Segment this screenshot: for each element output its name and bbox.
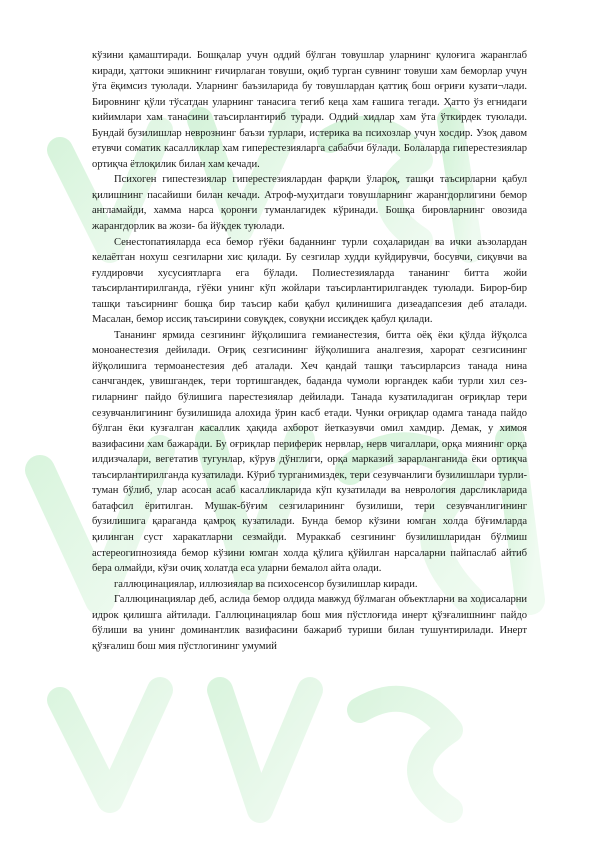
paragraph-3: Сенестопатияларда еса бемор гўёки баданнинг турли соҳаларидан ва ички аъзолардан келаётган нохуш сезгиларни хис қилади. Бу сезгилар худди куйдирувчи, босувчи, сиқувчи ва ғулдировчи хусусиятларга ега бўлади. Полиестезияларда тананинг битта жойи таъсирлантирилганда, гўёки унинг кўп жойлари таъсирлантирилгандек туюлади. Бирор-бир ташқи таъсирнинг бошқа бир таъсир каби қабул қилинишига дизеадапсезия деб аталади. Масалан, бемор иссиқ таъсирини совуқдек, совуқни иссиқдек қабул қилади.	[92, 236, 527, 326]
paragraph-2: Психоген гипестезиялар гиперестезиялардан фарқли ўлароқ, ташқи таъсирларни қабул қилишнинг пасайиши билан кечади. Атроф-муҳитдаги товушларнинг жарангдорлигини бемор англамайди, хамма нарса қоронғи туманлагидек кўринади. Бошқа бировларнинг овозида жарангдорлик ва жози- ба йўқдек туюлади.	[92, 174, 527, 233]
paragraph-6: Галлюцинациялар деб, аслида бемор олдида мавжуд бўлмаган объектларни ва ходисаларни идрок қилишга айтилади. Галлюцинациялар бош мия пўстлоғида инерт қўзғалишнинг пайдо бўлиши ва унинг доминантлик вазифасини бажариб туриши билан тушунтирилади. Инерт қўзғалиш бош мия пўстлогининг умумий	[92, 594, 527, 652]
paragraph-4: Тананинг ярмида сезгининг йўқолишига гемианестезия, битта оёқ ёки қўлда йўқолса моноанестезия дейилади. Оғриқ сезгисининг йўқолишига аналгезия, харорат сезгисининг йўқолишига термоанестезия деб аталади. Хеч қандай ташқи таъсирларсиз танада нина санчгандек, увишгандек, тери тортишгандек, баданда чумоли юргандек каби турли хил сез- гиларнинг пайдо бўлишига парестезиялар дейилади. Танада кузатиладиган оғриқлар тери сезувчанлигининг бузилишида алохида ўрин касб етади. Чунки оғриқлар одамга танада пайдо бўлган ёки кузғалган касаллик ҳақида ахборот йеткаэувчи омил хамдир. Демак, у химоя вазифасини хам бажаради. Бу оғриқлар периферик нервлар, нерв чигаллари, орқа миянинг орқа илдизчалари, вегетатив тугунлар, кўрув дўнглиги, орқа марказий зарарланганида ёки ортиқча таъсирлантирилганда кузатилади. Кўриб турганимиздек, тери сезувчанлиги бузилишлари турли-туман бўлиб, улар асосан асаб касалликларида кўп кузатилади ва неврология дарсликларида батафсил ёритилган. Мушак-бўғим сезгиларининг бузилиши, тери сезувчанлигининг бузилишига қараганда қамроқ кузатилади. Бунда бемор кўзини юмган холда бўғимларда қилинган суст харакатларни сезмайди. Мураккаб сезгининг бузилишларидан бўлмиш астереогипнозияда бемор кўзини юмган холда қўлига қўйилган нарсаларни пайпаслаб айтиб бера олмайди, кўзи очиқ холатда еса уларни бемалол айта олади.	[92, 329, 527, 575]
document-page	[92, 48, 527, 654]
watermark-logo-bottom	[60, 690, 450, 810]
paragraph-1: кўзини қамаштиради. Бошқалар учун оддий бўлган товушлар уларнинг қулоғига жаранглаб киради, ҳаттоки эшикнинг ғичирлаган товуши, оқиб турган сувнинг товуши хам беморлар учун ўта ёқимсиз туюлади. Уларнинг баъзиларида бу товушлардан қаттиқ бош оғриғи кузати¬лади. Бировнинг қўли тўсатдан уларнинг танасига тегиб кеца хам ғашига тегади. Ҳатто ўз егнидаги кийимлари хам танасини таъсирлантириб туради. Оддий хидлар хам ўта ўткирдек туюлади. Бундай бузилишлар неврознинг баъзи турлари, истерика ва психозлар учун хосдир. Узоқ давом етувчи соматик касалликлар хам гиперестезияларга сабабчи бўлади. Болаларда гиперестезиялар ортиқча ётлоқилик билан хам кечади.	[92, 50, 527, 170]
paragraph-5: галлюцинациялар, иллюзиялар ва психосенсор бузилишлар киради.	[114, 578, 418, 590]
